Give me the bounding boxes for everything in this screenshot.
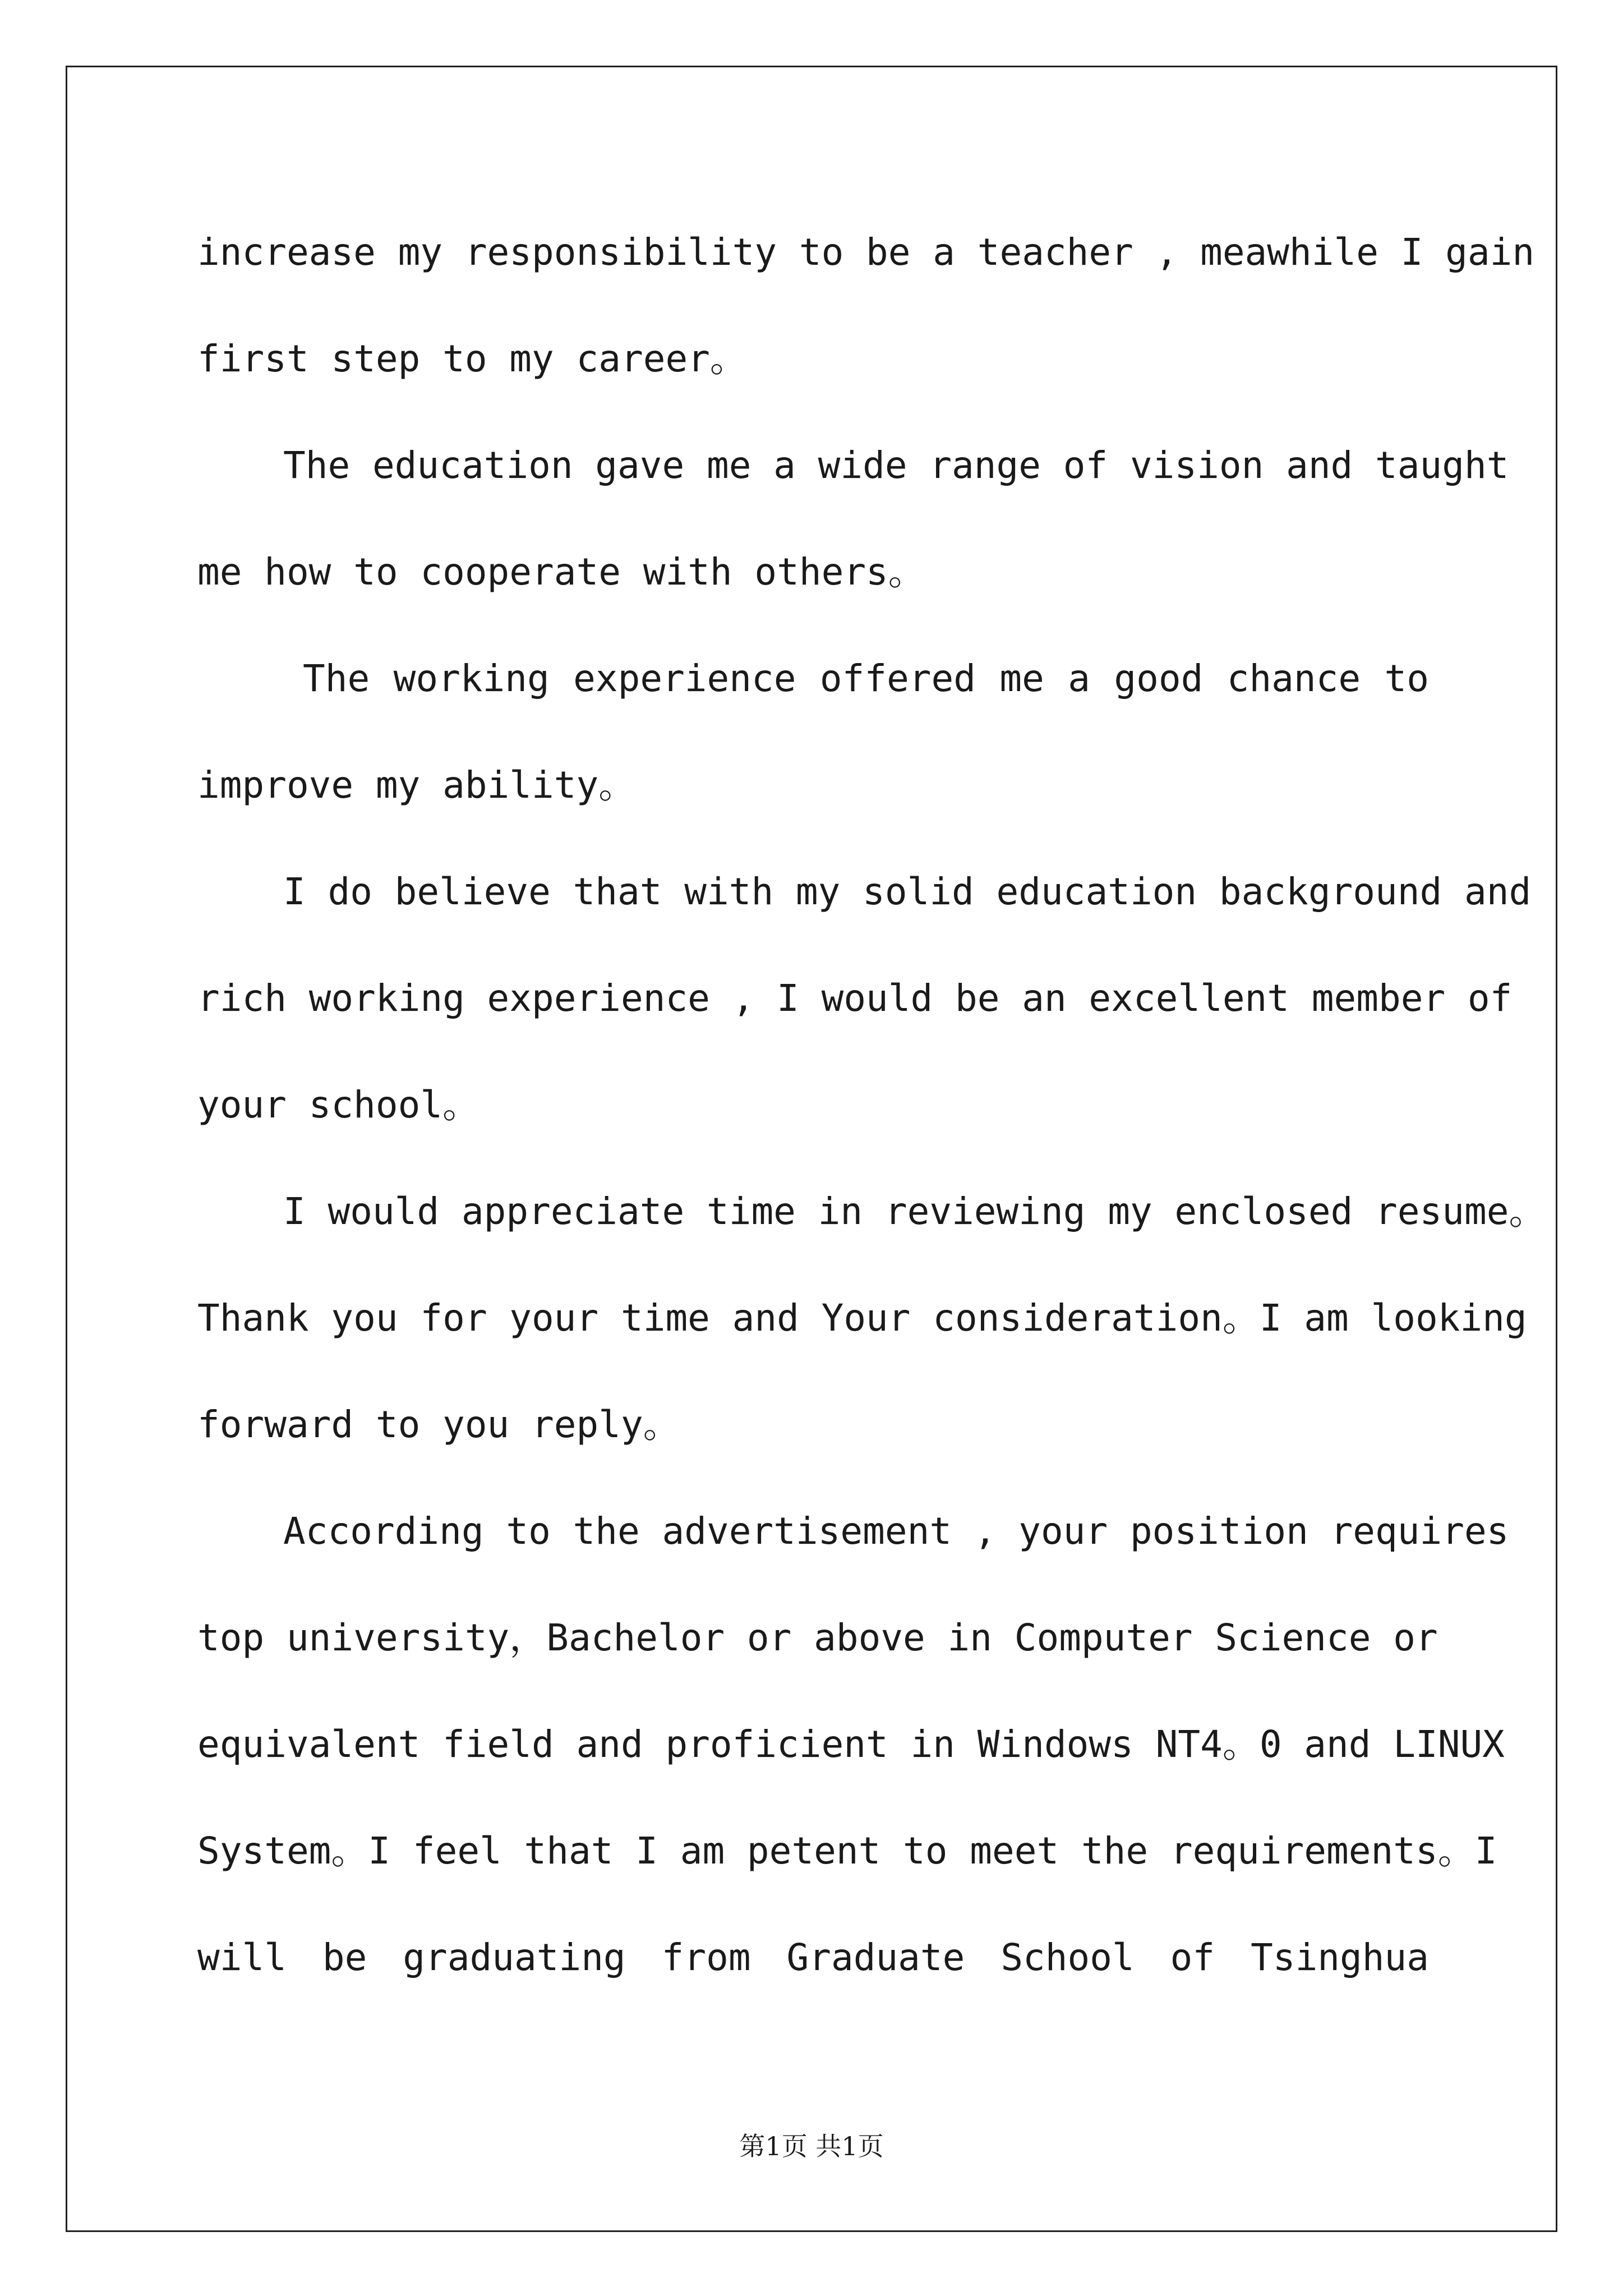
text-line: Thank you for your time and Your consideration。I am looking: [197, 1296, 1527, 1340]
text-line: According to the advertisement , your position requires: [283, 1510, 1509, 1553]
text-line: I do believe that with my solid education background and: [283, 870, 1532, 913]
text-line: forward to you reply。: [197, 1403, 680, 1446]
text-line: rich working experience , I would be an excellent member of: [197, 977, 1513, 1020]
text-line: first step to my career。: [197, 337, 747, 380]
page-number-footer: 第1页 共1页: [739, 2131, 884, 2161]
text-line: me how to cooperate with others。: [197, 550, 925, 593]
letter-body: [197, 222, 1546, 2033]
text-line: equivalent field and proficient in Windows NT4。0 and LINUX: [197, 1723, 1505, 1766]
text-line: improve my ability。: [197, 763, 636, 807]
text-line: increase my responsibility to be a teacher , meawhile I gain: [197, 231, 1535, 274]
text-line: The education gave me a wide range of vision and taught: [283, 444, 1509, 487]
text-line: I would appreciate time in reviewing my enclosed resume。: [283, 1190, 1546, 1233]
text-line: System。I feel that I am petent to meet the requirements。I: [197, 1829, 1497, 1872]
text-line: your school。: [197, 1083, 480, 1126]
text-line: The working experience offered me a good chance to: [303, 657, 1429, 700]
text-line: top university，Bachelor or above in Computer Science or: [197, 1616, 1438, 1659]
text-line: will be graduating from Graduate School of Tsinghua: [197, 1936, 1429, 1979]
